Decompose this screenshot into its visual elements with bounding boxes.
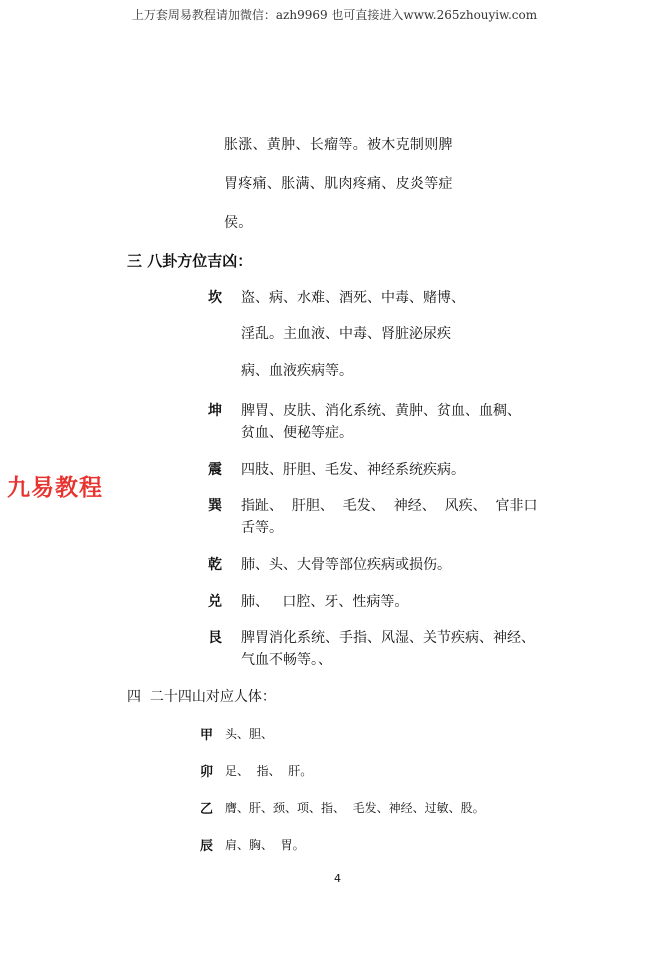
gua-text-line: 脾胃、皮肤、消化系统、黄肿、贫血、血稠、 xyxy=(241,403,521,419)
mountain-name-jia: 甲 xyxy=(200,728,214,743)
gua-text-line: 肺、头、大骨等部位疾病或损伤。 xyxy=(241,557,451,573)
mountain-name-mao: 卯 xyxy=(200,765,214,780)
intro-line: 胀涨、黄肿、长瘤等。被木克制则脾 xyxy=(224,137,453,153)
gua-text-line: 气血不畅等。、 xyxy=(241,652,332,668)
page-number: 4 xyxy=(334,872,341,885)
gua-name-gen: 艮 xyxy=(208,630,222,646)
gua-text-line: 贫血、便秘等症。 xyxy=(241,425,353,441)
mountain-text: 头、胆、 xyxy=(225,727,274,741)
mountain-text: 足、 指、 肝。 xyxy=(225,764,313,778)
mountain-name-chen: 辰 xyxy=(200,839,214,854)
gua-text-line: 指趾、 肝胆、 毛发、 神经、 风疾、 官非口 xyxy=(241,498,538,514)
gua-name-qian: 乾 xyxy=(208,557,222,573)
gua-name-zhen: 震 xyxy=(208,462,222,478)
gua-text-line: 盗、病、水难、酒死、中毒、赌博、 xyxy=(241,290,465,306)
section-4-heading: 四 二十四山对应人体： xyxy=(127,689,276,705)
intro-line: 侯。 xyxy=(224,215,253,231)
gua-name-kan: 坎 xyxy=(208,290,222,306)
gua-name-dui: 兑 xyxy=(208,594,222,610)
gua-text-line: 淫乱。主血液、中毒、肾脏泌尿疾 xyxy=(241,326,451,342)
intro-line: 胃疼痛、胀满、肌肉疼痛、皮炎等症 xyxy=(224,176,453,192)
mountain-text: 肩、胸、 胃。 xyxy=(225,838,305,852)
mountain-name-yi: 乙 xyxy=(200,802,214,817)
gua-text-line: 肺、 口腔、牙、性病等。 xyxy=(241,594,409,610)
watermark-logo: 九易教程 xyxy=(7,475,103,501)
gua-text-line: 四肢、肝胆、毛发、神经系统疾病。 xyxy=(241,462,465,478)
mountain-text: 膺、肝、颈、项、指、 毛发、神经、过敏、股。 xyxy=(225,801,485,815)
gua-text-line: 病、血液疾病等。 xyxy=(241,363,353,379)
page-header: 上万套周易教程请加微信：azh9969 也可直接进入www.265zhouyiw.com xyxy=(131,8,538,22)
section-3-heading: 三 八卦方位吉凶： xyxy=(127,252,253,270)
gua-text-line: 脾胃消化系统、手指、风湿、关节疾病、神经、 xyxy=(241,630,535,646)
gua-text-line: 舌等。 xyxy=(241,520,283,536)
gua-name-kun: 坤 xyxy=(208,403,222,419)
gua-name-xun: 巽 xyxy=(208,498,222,514)
